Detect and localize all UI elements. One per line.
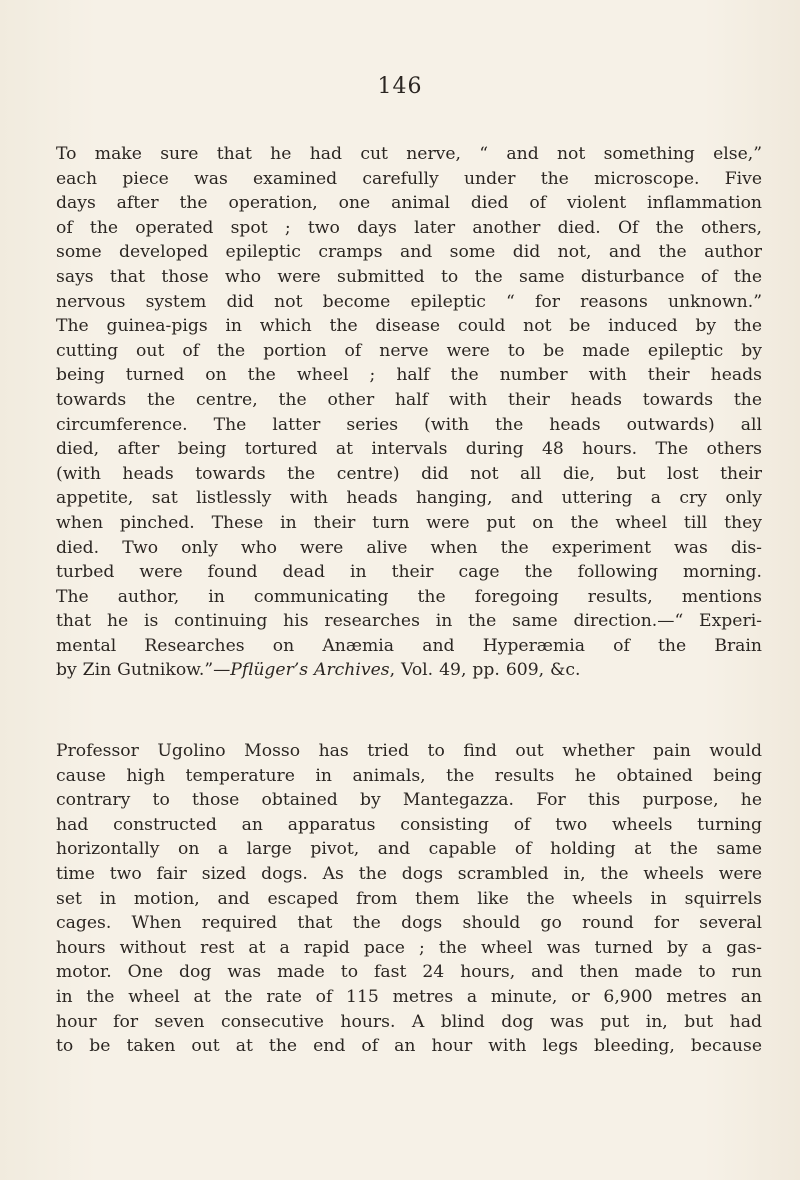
text-line: died, after being tortured at intervals during 48 hours. The others <box>56 439 762 460</box>
text-line: appetite, sat listlessly with heads hanging, and uttering a cry only <box>56 488 762 509</box>
text-line: of the operated spot ; two days later another died. Of the others, <box>56 217 762 238</box>
text-line: nervous system did not become epileptic “ for reasons unknown.” <box>56 291 762 312</box>
text-line: horizontally on a large pivot, and capable of holding at the same <box>56 839 762 860</box>
text-line: cause high temperature in animals, the results he obtained being <box>56 765 762 786</box>
text-line: time two fair sized dogs. As the dogs scrambled in, the wheels were <box>56 863 762 884</box>
citation-end: , Vol. 49, pp. 609, &c. <box>389 660 581 681</box>
text-line: had constructed an apparatus consisting of two wheels turning <box>56 814 762 835</box>
text-line: died. Two only who were alive when the experiment was dis- <box>56 537 762 558</box>
text-line: Professor Ugolino Mosso has tried to find out whether pain would <box>56 741 762 761</box>
text-line: each piece was examined carefully under the microscope. Five <box>56 168 762 189</box>
text-line: hours without rest at a rapid pace ; the wheel was turned by a gas- <box>56 937 762 958</box>
text-line: to be taken out at the end of an hour with legs bleeding, because <box>56 1036 762 1057</box>
text-line: days after the operation, one animal died of violent inflammation <box>56 193 762 214</box>
text-line: mental Researches on Anæmia and Hyperæmia of the Brain <box>56 635 762 656</box>
text-line: being turned on the wheel ; half the number with their heads <box>56 365 762 386</box>
text-line: turbed were found dead in their cage the following morning. <box>56 562 762 583</box>
text-line: some developed epileptic cramps and some did not, and the author <box>56 242 762 263</box>
text-line: cages. When required that the dogs should go round for several <box>56 913 762 934</box>
paragraph-mosso-experiment <box>56 739 762 1059</box>
text-line: hour for seven consecutive hours. A blind dog was put in, but had <box>56 1011 762 1032</box>
text-line: motor. One dog was made to fast 24 hours, and then made to run <box>56 962 762 983</box>
text-line: The author, in communicating the foregoing results, mentions <box>56 586 762 607</box>
text-line: that he is continuing his researches in the same direction.—“ Experi- <box>56 611 762 632</box>
text-line: contrary to those obtained by Mantegazza. For this purpose, he <box>56 790 762 811</box>
text-line: To make sure that he had cut nerve, “ and not something else,” <box>56 144 762 164</box>
page-number: 146 <box>377 74 423 99</box>
journal-title: Pflüger’s Archives <box>230 660 390 681</box>
paragraph-animal-experiments <box>56 142 762 683</box>
text-line: towards the centre, the other half with their heads towards the <box>56 389 762 410</box>
text-line: in the wheel at the rate of 115 metres a minute, or 6,900 metres an <box>56 986 762 1007</box>
text-line: when pinched. These in their turn were put on the wheel till they <box>56 512 762 533</box>
citation-line <box>56 658 762 683</box>
text-line: cutting out of the portion of nerve were to be made epileptic by <box>56 340 762 361</box>
text-line: says that those who were submitted to the same disturbance of the <box>56 266 762 287</box>
text-line: set in motion, and escaped from them like the wheels in squirrels <box>56 888 762 909</box>
text-line: (with heads towards the centre) did not all die, but lost their <box>56 463 762 484</box>
text-line: circumference. The latter series (with the heads outwards) all <box>56 414 762 435</box>
citation-start: by Zin Gutnikow.”— <box>56 660 231 681</box>
text-line: The guinea-pigs in which the disease could not be induced by the <box>56 316 762 337</box>
